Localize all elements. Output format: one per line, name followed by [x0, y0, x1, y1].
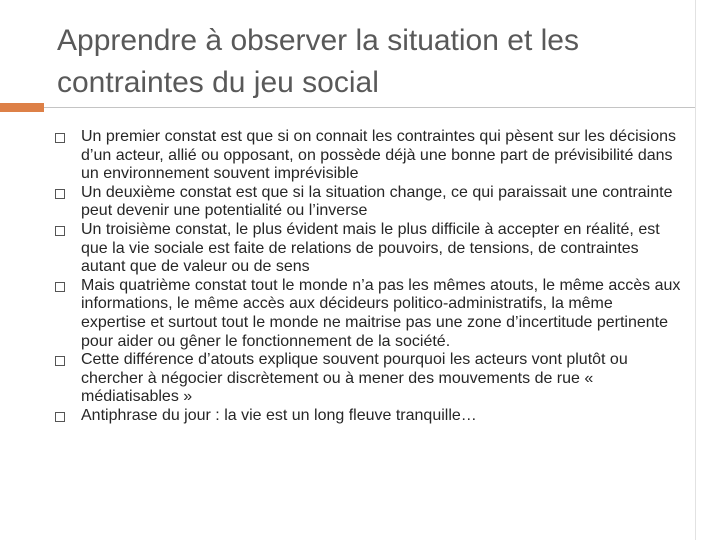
hollow-square-bullet-icon — [55, 412, 65, 422]
bullet-text: Antiphrase du jour : la vie est un long fleuve tranquille… — [81, 406, 477, 424]
hollow-square-bullet-icon — [55, 226, 65, 236]
hollow-square-bullet-icon — [55, 356, 65, 366]
bullet-text: Un premier constat est que si on connait les contraintes qui pèsent sur les décisions d’un acteur, allié ou opposant, on possède déjà une bonne part de prévisibilité dans un environnement souvent imprévisible — [81, 128, 676, 183]
hollow-square-bullet-icon — [55, 282, 65, 292]
hollow-square-bullet-icon — [55, 133, 65, 143]
bullet-text: Un troisième constat, le plus évident mais le plus difficile à accepter en réalité, est que la vie sociale est faite de relations de pouvoirs, de tensions, de contraintes autant que de valeur ou de sens — [81, 220, 660, 276]
bullet-item — [55, 184, 681, 221]
bullet-list — [55, 128, 681, 426]
bullet-item — [55, 128, 681, 184]
title-divider-line — [44, 107, 696, 108]
bullet-text: Mais quatrième constat tout le monde n’a pas les mêmes atouts, le même accès aux informations, le même accès aux décideurs politico-administratifs, la même expertise et surtout tout le monde ne maitrise pas une zone d’incertitude pertinente pour aider ou gêner le fonctionnement de la société. — [81, 276, 681, 350]
bullet-item — [55, 277, 681, 351]
hollow-square-bullet-icon — [55, 189, 65, 199]
bullet-item — [55, 351, 681, 407]
bullet-item — [55, 407, 681, 426]
title-accent-bar — [0, 103, 44, 112]
slide-title: Apprendre à observer la situation et les contraintes du jeu social — [57, 24, 579, 99]
bullet-item — [55, 221, 681, 277]
right-border-line — [695, 0, 696, 540]
bullet-text: Cette différence d’atouts explique souvent pourquoi les acteurs vont plutôt ou chercher à négocier discrètement ou à mener des mouvements de rue « médiatisables » — [81, 351, 628, 406]
bullet-text: Un deuxième constat est que si la situation change, ce qui paraissait une contrainte peut devenir une potentialité ou l’inverse — [81, 183, 673, 220]
